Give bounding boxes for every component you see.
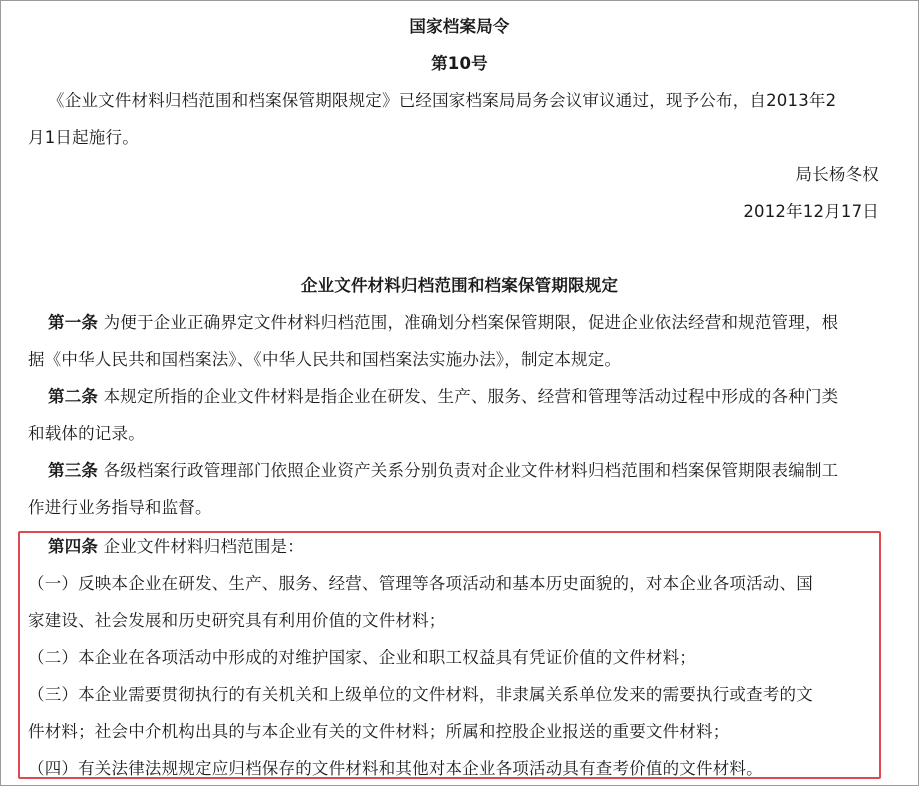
article-4-item-1-line-2: 家建设、社会发展和历史研究具有利用价值的文件材料； xyxy=(28,611,446,630)
announcement-line-2: 月1日起施行。 xyxy=(28,128,139,147)
article-4-intro: 企业文件材料归档范围是： xyxy=(103,537,304,556)
article-2-label: 第二条 xyxy=(48,387,99,406)
article-3-label: 第三条 xyxy=(48,461,99,480)
article-3-text: 各级档案行政管理部门依照企业资产关系分别负责对企业文件材料归档范围和档案保管期限表编制工 xyxy=(103,461,839,480)
announcement-line-1: 《企业文件材料归档范围和档案保管期限规定》已经国家档案局局务会议审议通过，现予公布，自2013年2 xyxy=(48,91,837,110)
article-2-line-2: 和载体的记录。 xyxy=(28,424,145,443)
article-4-intro-line xyxy=(48,535,304,559)
article-4-item-1-line-1: （一）反映本企业在研发、生产、服务、经营、管理等各项活动和基本历史面貌的，对本企业各项活动、国 xyxy=(28,574,813,593)
article-2-text: 本规定所指的企业文件材料是指企业在研发、生产、服务、经营和管理等活动过程中形成的各种门类 xyxy=(103,387,839,406)
article-4-label: 第四条 xyxy=(48,537,99,556)
article-2-line-1 xyxy=(48,385,838,409)
article-4-item-2-line-1: （二）本企业在各项活动中形成的对维护国家、企业和职工权益具有凭证价值的文件材料； xyxy=(28,648,696,667)
order-number: 第10号 xyxy=(431,54,488,73)
issuer-title: 国家档案局令 xyxy=(409,17,510,36)
article-4-item-3-line-1: （三）本企业需要贯彻执行的有关机关和上级单位的文件材料，非隶属关系单位发来的需要执行或查考的文 xyxy=(28,685,813,704)
signatory: 局长杨冬权 xyxy=(795,165,879,184)
article-3-line-2: 作进行业务指导和监督。 xyxy=(28,498,212,517)
article-3-line-1 xyxy=(48,459,838,483)
article-1-text: 为便于企业正确界定文件材料归档范围，准确划分档案保管期限，促进企业依法经营和规范管理，根 xyxy=(103,313,839,332)
article-1-line-2: 据《中华人民共和国档案法》、《中华人民共和国档案法实施办法》，制定本规定。 xyxy=(28,350,622,369)
article-1-line-1 xyxy=(48,311,838,335)
regulation-title: 企业文件材料归档范围和档案保管期限规定 xyxy=(300,276,619,295)
order-date: 2012年12月17日 xyxy=(743,202,879,221)
article-1-label: 第一条 xyxy=(48,313,99,332)
article-4-item-3-line-2: 件材料；社会中介机构出具的与本企业有关的文件材料；所属和控股企业报送的重要文件材料； xyxy=(28,722,730,741)
article-4-item-4-line-1: （四）有关法律法规规定应归档保存的文件材料和其他对本企业各项活动具有查考价值的文件材料。 xyxy=(28,759,763,778)
